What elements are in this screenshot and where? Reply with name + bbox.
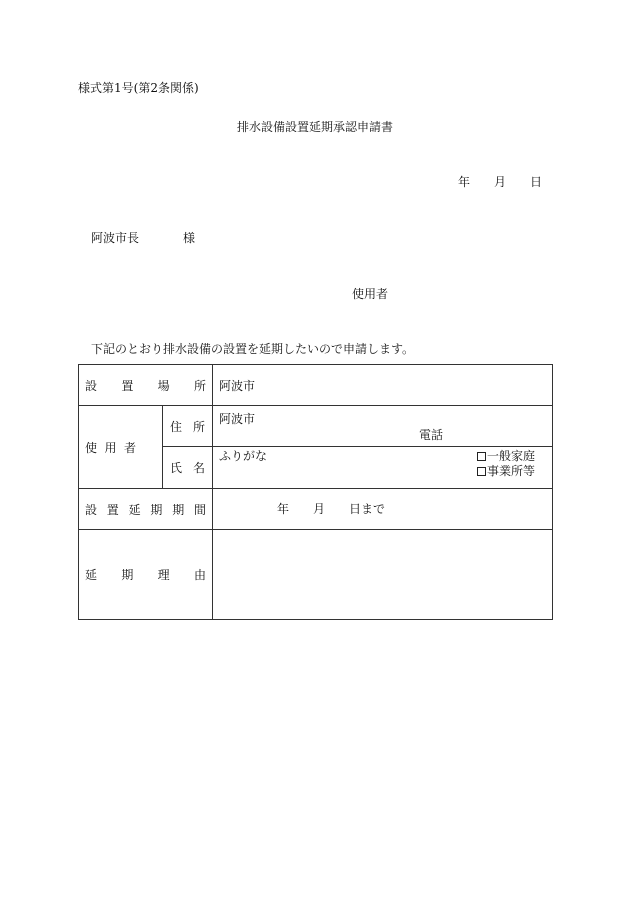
addressee-honorific: 様 [183,231,196,245]
user-label-cell [79,406,163,489]
reason-label: 延 期 理 由 [85,568,206,582]
date-month-label: 月 [494,175,507,189]
household-checkbox[interactable] [477,452,486,461]
address-label-cell [163,406,213,447]
location-value: 阿波市 [219,378,256,393]
location-label-cell [79,365,213,406]
form-number: 様式第1号(第2条関係) [78,81,199,95]
reason-value-cell[interactable] [213,530,553,620]
user-address-row [79,406,553,447]
date-day-label: 日 [530,175,543,189]
phone-label: 電話 [419,428,444,442]
period-month-label: 月 [313,502,326,516]
reason-row [79,530,553,620]
document-title: 排水設備設置延期承認申請書 [236,120,393,134]
business-label: 事業所等 [487,464,536,478]
address-value: 阿波市 [219,412,256,426]
user-label: 使 用 者 [85,440,136,455]
application-table [78,364,553,620]
applicant-label: 使用者 [352,287,389,301]
reason-label-cell [79,530,213,620]
name-label: 氏 名 [170,461,205,475]
location-value-cell[interactable] [213,365,553,406]
location-label: 設 置 場 所 [85,378,206,393]
period-value-cell[interactable] [213,489,553,530]
addressee-name: 阿波市長 [91,231,140,245]
location-row [79,365,553,406]
address-label: 住 所 [170,419,205,434]
address-value-cell[interactable] [213,406,553,447]
period-label: 設 置 延 期 期 間 [85,502,206,517]
household-label: 一般家庭 [487,449,536,463]
date-year-label: 年 [458,175,471,189]
period-until-label: 日まで [349,502,386,516]
period-label-cell [79,489,213,530]
furigana-label: ふりがな [219,449,268,463]
period-row [79,489,553,530]
option-household[interactable] [477,450,535,462]
intro-text: 下記のとおり排水設備の設置を延期したいので申請します。 [91,342,415,356]
name-value-cell[interactable] [213,447,553,489]
business-checkbox[interactable] [477,467,486,476]
period-year-label: 年 [277,502,290,516]
name-label-cell [163,447,213,489]
option-business[interactable] [477,465,535,477]
